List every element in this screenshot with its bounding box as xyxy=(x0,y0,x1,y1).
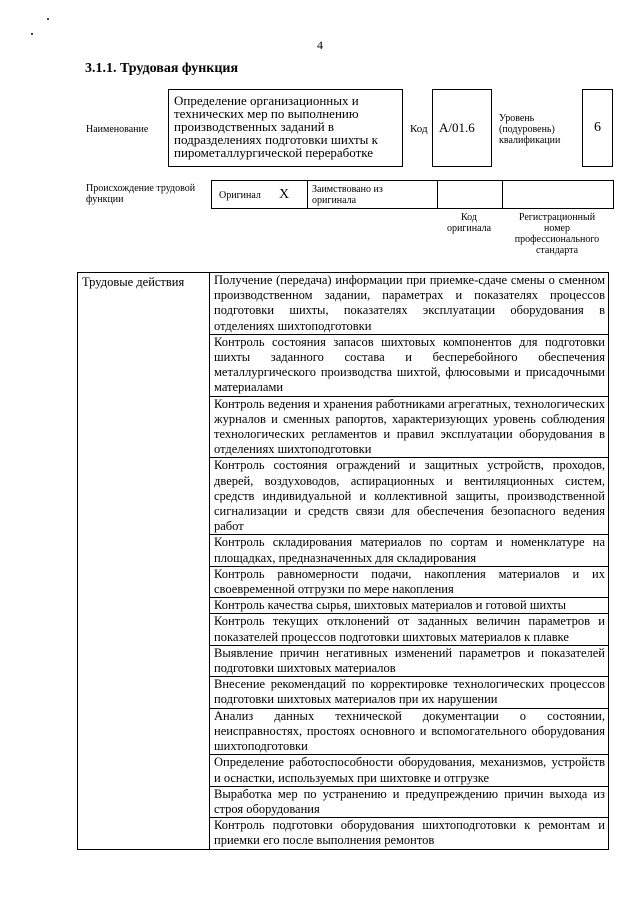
labor-actions-header: Трудовые действия xyxy=(78,273,210,850)
function-name-value: Определение организационных и технических мер по выполнению производственных заданий в подразделениях подготовки шихты к пирометаллургической переработке xyxy=(174,93,378,160)
labor-action-text: Выработка мер по устранению и предупреждению причин выхода из строя оборудования xyxy=(210,786,609,817)
labor-actions-table xyxy=(77,272,609,850)
labor-action-text: Выявление причин негативных изменений параметров и показателей подготовки шихтовых материалов xyxy=(210,645,609,676)
level-label: Уровень (подуровень) квалификации xyxy=(499,113,561,146)
code-value-box xyxy=(432,89,492,167)
origin-label: Происхождение трудовой функции xyxy=(86,183,196,205)
labor-action-text: Определение работоспособности оборудования, механизмов, устройств и оснастки, используемых при шихтовке и отгрузке xyxy=(210,755,609,786)
function-name-box xyxy=(168,89,403,167)
labor-action-text: Контроль текущих отклонений от заданных величин параметров и показателей процессов подготовки шихтовых материалов к плавке xyxy=(210,614,609,645)
scan-speck xyxy=(31,33,33,35)
action-row xyxy=(78,273,609,335)
origin-table xyxy=(211,180,614,209)
original-mark: X xyxy=(279,187,290,202)
labor-action-text: Контроль состояния запасов шихтовых компонентов для подготовки шихты заданного состава и бесперебойного обеспечения металлургического производства шихтой, флюсовыми и присадочными материалами xyxy=(210,334,609,396)
origin-divider-2 xyxy=(437,181,438,208)
code-value: А/01.6 xyxy=(439,120,475,135)
level-value-box xyxy=(582,89,613,167)
page-number: 4 xyxy=(317,38,323,52)
actions-body xyxy=(78,273,609,850)
labor-action-text: Контроль равномерности подачи, накопления материалов и их своевременной отгрузки по мере накопления xyxy=(210,566,609,597)
labor-action-text: Получение (передача) информации при приемке-сдаче смены о сменном производственном задании, параметрах и показателях процессов подготовки шихты, показателях эксплуатации оборудования в отделениях шихтоподготовки xyxy=(210,273,609,335)
labor-action-text: Контроль складирования материалов по сортам и номенклатуре на площадках, предназначенных для складирования xyxy=(210,535,609,566)
labor-action-text: Анализ данных технической документации о состоянии, неисправностях, простоях основного и вспомогательного оборудования шихтоподготовки xyxy=(210,708,609,755)
origin-divider-1 xyxy=(307,181,308,208)
code-label: Код xyxy=(410,123,428,135)
labor-action-text: Внесение рекомендаций по корректировке технологических процессов подготовки шихтовых материалов при их нарушении xyxy=(210,677,609,708)
level-value: 6 xyxy=(594,120,601,135)
section-title: 3.1.1. Трудовая функция xyxy=(85,61,239,76)
labor-action-text: Контроль состояния ограждений и защитных устройств, проходов, дверей, воздуховодов, аспирационных и вентиляционных систем, средств индивидуальной и коллективной защиты, производственной сигнализации и средств связи для обеспечения безопасного ведения работ xyxy=(210,458,609,535)
labor-action-text: Контроль ведения и хранения работниками агрегатных, технологических журналов и сменных рапортов, характеризующих уровень соблюдения технологических регламентов и правил эксплуатации оборудования в отделениях шихтоподготовки xyxy=(210,396,609,458)
registration-number-caption: Регистрационный номер профессионального стандарта xyxy=(514,212,600,256)
labor-action-text: Контроль подготовки оборудования шихтоподготовки к ремонтам и приемки его после выполнения ремонтов xyxy=(210,818,609,849)
borrowed-label: Заимствовано из оригинала xyxy=(312,184,383,206)
labor-action-text: Контроль качества сырья, шихтовых материалов и готовой шихты xyxy=(210,598,609,614)
code-original-caption: Код оригинала xyxy=(446,212,492,234)
scan-speck xyxy=(47,18,49,20)
original-label: Оригинал xyxy=(219,190,261,201)
name-label: Наименование xyxy=(86,124,149,135)
origin-divider-3 xyxy=(502,181,503,208)
